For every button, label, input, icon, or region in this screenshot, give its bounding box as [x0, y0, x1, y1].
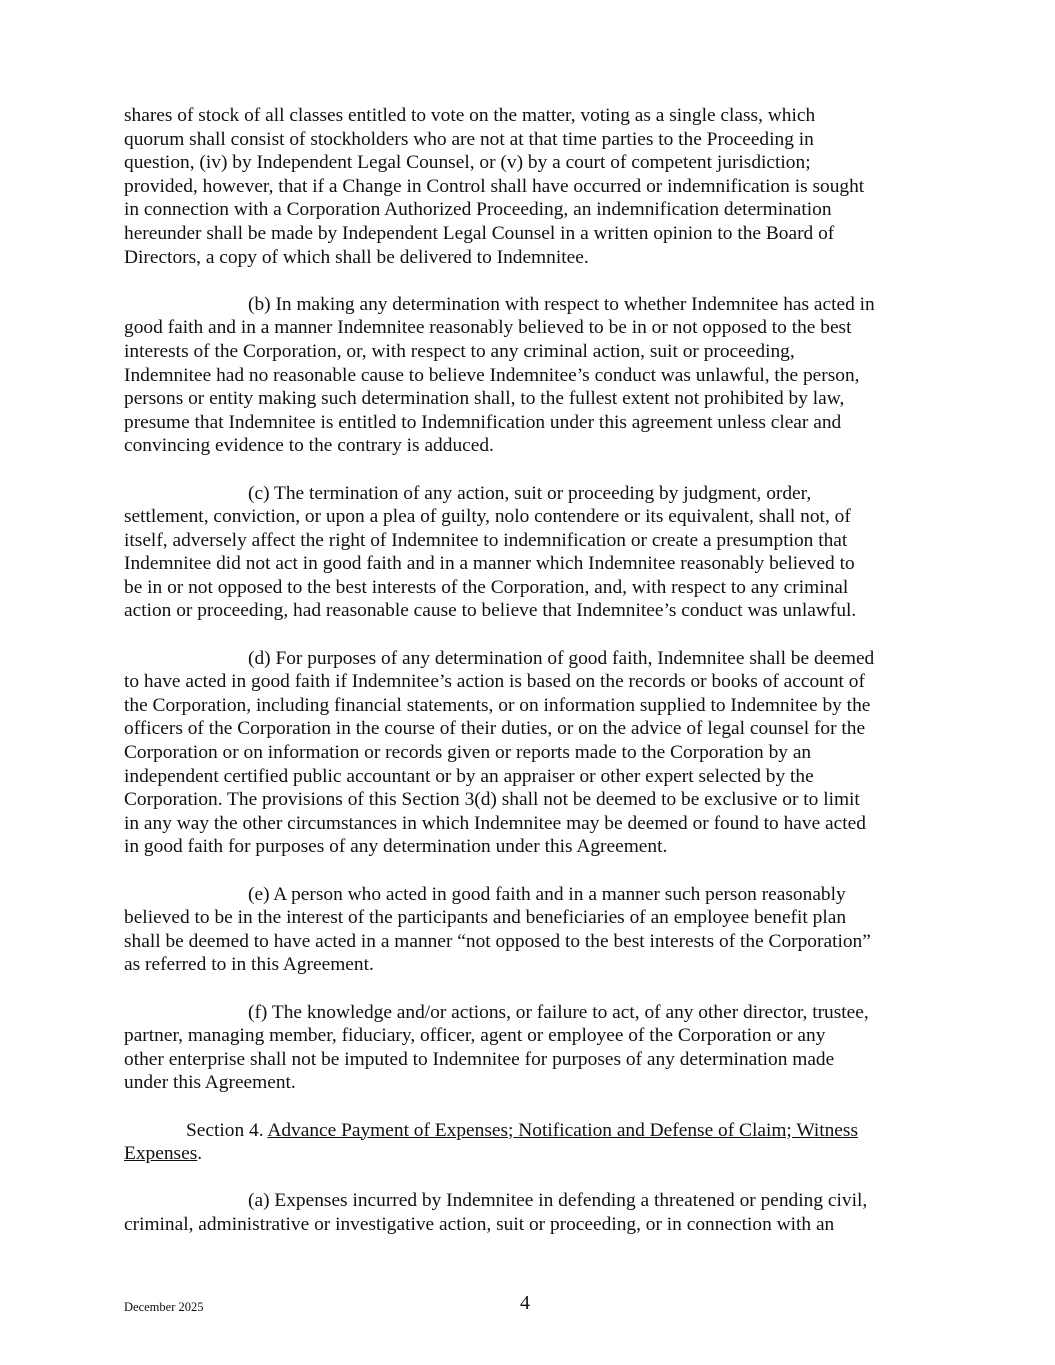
paragraph-f: (f) The knowledge and/or actions, or failure to act, of any other director, trustee, partner, managing member, fiduciary, officer, agent or employee of the Corporation or any other enterprise shall not be imputed to Indemnitee for purposes of any determination made under this Agreement.: [124, 1001, 869, 1094]
paragraph-e: (e) A person who acted in good faith and in a manner such person reasonably believed to be in the interest of the participants and beneficiaries of an employee benefit plan shall be deemed to have acted in a manner “not opposed to the best interests of the Corporation” as referred to in this Agreement.: [124, 883, 871, 976]
paragraph-continuation: shares of stock of all classes entitled to vote on the matter, voting as a single class, which quorum shall consist of stockholders who are not at that time parties to the Proceeding in question, (iv) by Independent Legal Counsel, or (v) by a court of competent jurisdiction; provided, however, that if a Change in Control shall have occurred or indemnification is sought in connection with a Corporation Authorized Proceeding, an indemnification determination hereunder shall be made by Independent Legal Counsel in a written opinion to the Board of Directors, a copy of which shall be delivered to Indemnitee.: [124, 105, 865, 268]
paragraph-c: (c) The termination of any action, suit or proceeding by judgment, order, settlement, conviction, or upon a plea of guilty, nolo contendere or its equivalent, shall not, of itself, adversely affect the right of Indemnitee to indemnification or create a presumption that Indemnitee did not act in good faith and in a manner which Indemnitee reasonably believed to be in or not opposed to the best interests of the Corporation, and, with respect to any criminal action or proceeding, had reasonable cause to believe that Indemnitee’s conduct was unlawful.: [124, 482, 857, 622]
paragraph-b: (b) In making any determination with respect to whether Indemnitee has acted in good faith and in a manner Indemnitee reasonably believed to be in or not opposed to the best interests of the Corporation, or, with respect to any criminal action, suit or proceeding, Indemnitee had no reasonable cause to believe Indemnitee’s conduct was unlawful, the person, persons or entity making such determination shall, to the fullest extent not prohibited by law, presume that Indemnitee is entitled to Indemnification under this agreement unless clear and convincing evidence to the contrary is adduced.: [124, 293, 875, 457]
section-4-title-line2: Expenses: [124, 1143, 198, 1165]
section-4-title-line1: Advance Payment of Expenses; Notification and Defense of Claim; Witness: [267, 1119, 859, 1141]
section-4-heading: [124, 1119, 924, 1166]
paragraph-d: (d) For purposes of any determination of good faith, Indemnitee shall be deemed to have acted in good faith if Indemnitee’s action is based on the records or books of account of the Corporation, including financial statements, or on information supplied to Indemnitee by the officers of the Corporation in the course of their duties, or on the advice of legal counsel for the Corporation or on information or records given or reports made to the Corporation by an independent certified public accountant or by an appraiser or other expert selected by the Corporation. The provisions of this Section 3(d) shall not be deemed to be exclusive or to limit in any way the other circumstances in which Indemnitee may be deemed or found to have acted in good faith for purposes of any determination under this Agreement.: [124, 647, 875, 858]
section-4-suffix: .: [197, 1143, 203, 1165]
paragraph-a: (a) Expenses incurred by Indemnitee in defending a threatened or pending civil, criminal, administrative or investigative action, suit or proceeding, or in connection with an: [124, 1190, 868, 1235]
page-number: 4: [520, 1292, 530, 1314]
section-4-prefix: Section 4.: [186, 1119, 268, 1141]
footer-date: December 2025: [124, 1300, 204, 1314]
document-body: [124, 104, 924, 1260]
